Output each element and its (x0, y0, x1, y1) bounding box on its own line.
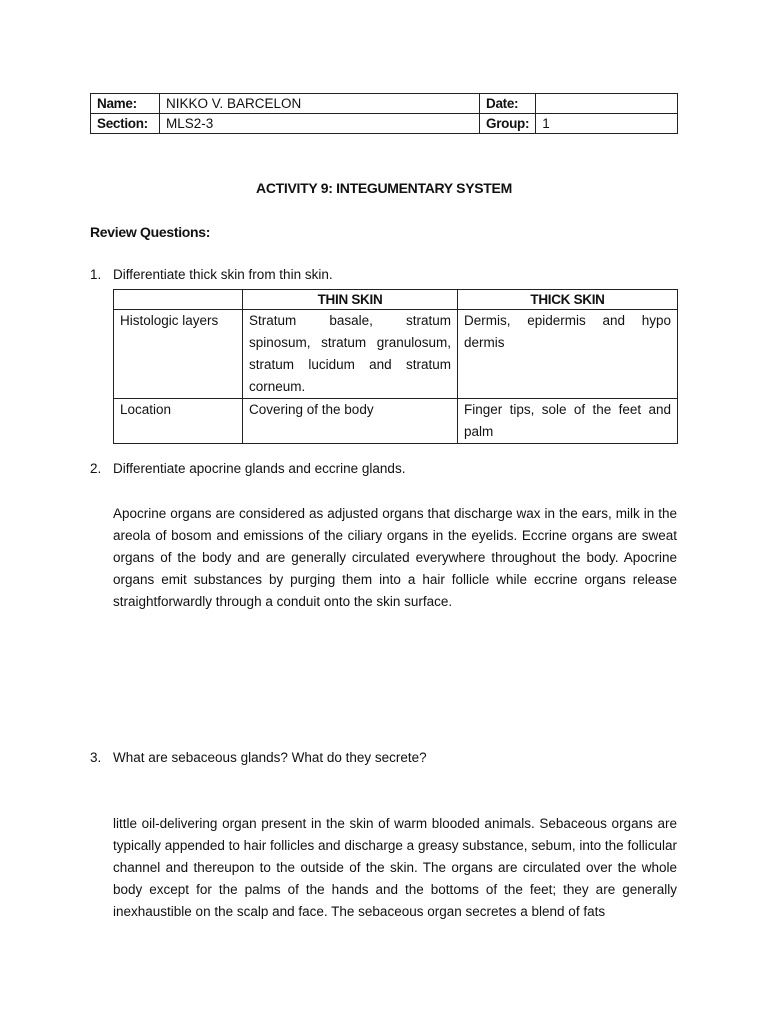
table-header-thin: THIN SKIN (243, 290, 458, 310)
table-header-blank (114, 290, 243, 310)
skin-comparison-table (113, 289, 678, 444)
review-heading: Review Questions: (90, 224, 211, 240)
name-label: Name: (91, 94, 160, 114)
question-text: Differentiate apocrine glands and eccrine glands. (113, 461, 406, 476)
name-value: NIKKO V. BARCELON (160, 94, 480, 114)
thin-skin-cell: Stratum basale, stratum spinosum, stratum granulosum, stratum lucidum and stratum corneum. (243, 310, 458, 399)
student-info-table (90, 93, 678, 134)
question-number: 2. (90, 461, 102, 476)
question-text: Differentiate thick skin from thin skin. (113, 267, 333, 282)
group-label: Group: (480, 114, 536, 134)
thick-skin-cell: Dermis, epidermis and hypo dermis (458, 310, 678, 399)
table-row (114, 310, 678, 399)
answer-3-paragraph: little oil-delivering organ present in the skin of warm blooded animals. Sebaceous organs are typically appended to hair follicles and discharge a greasy substance, sebum, into the follicular channel and thereupon to the outside of the skin. The organs are circulated over the whole body except for the palms of the hands and the bottoms of the feet; they are generally inexhaustible on the scalp and face. The sebaceous organ secretes a blend of fats (113, 816, 677, 919)
thick-skin-cell: Finger tips, sole of the feet and palm (458, 399, 678, 444)
section-value: MLS2-3 (160, 114, 480, 134)
section-label: Section: (91, 114, 160, 134)
thin-skin-cell: Covering of the body (243, 399, 458, 444)
table-header-thick: THICK SKIN (458, 290, 678, 310)
activity-title: ACTIVITY 9: INTEGUMENTARY SYSTEM (256, 180, 512, 196)
group-value: 1 (536, 114, 678, 134)
question-2 (90, 461, 405, 476)
question-text: What are sebaceous glands? What do they secrete? (113, 750, 427, 765)
date-value (536, 94, 678, 114)
question-number: 1. (90, 267, 102, 282)
question-3 (90, 750, 427, 765)
row-label: Histologic layers (114, 310, 243, 399)
table-row (114, 399, 678, 444)
question-number: 3. (90, 750, 102, 765)
row-label: Location (114, 399, 243, 444)
date-label: Date: (480, 94, 536, 114)
answer-2-paragraph: Apocrine organs are considered as adjusted organs that discharge wax in the ears, milk in the areola of bosom and emissions of the ciliary organs in the eyelids. Eccrine organs are sweat organs of the body and are generally circulated everywhere throughout the body. Apocrine organs emit substances by purging them into a hair follicle while eccrine organs release straightforwardly through a conduit onto the skin surface. (113, 506, 677, 609)
question-1 (90, 267, 333, 282)
